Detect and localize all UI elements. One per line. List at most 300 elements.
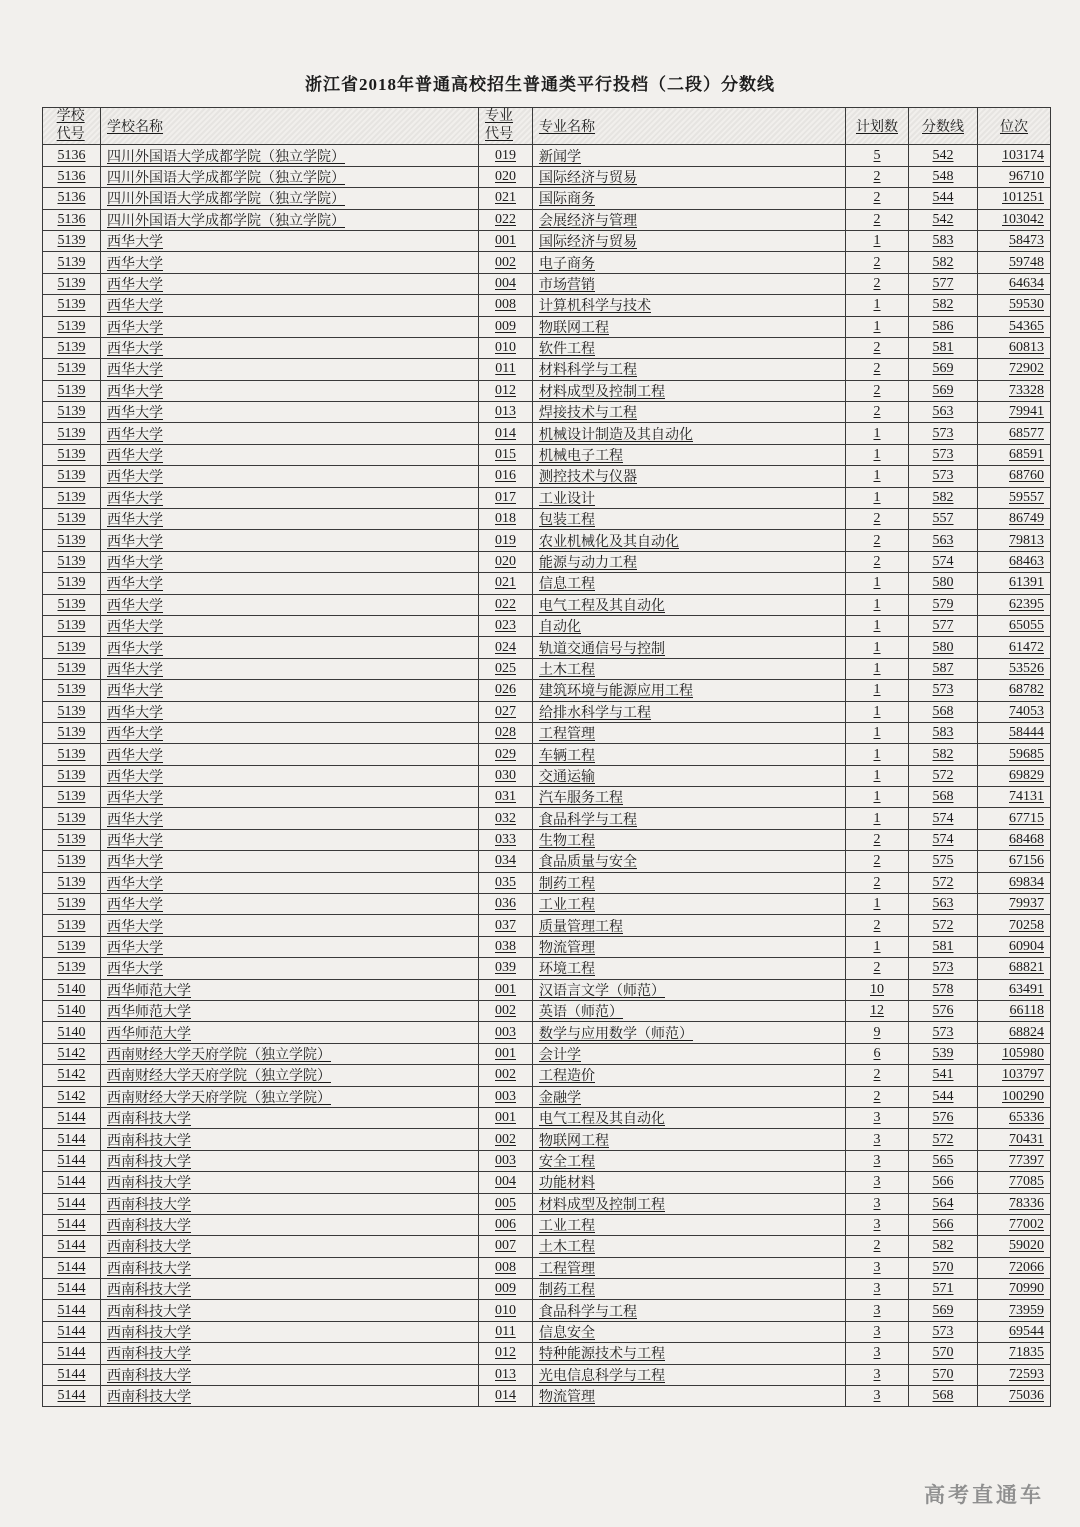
- school-code-cell: 5139: [43, 551, 101, 572]
- school-name-cell: 西华大学: [101, 466, 479, 487]
- score-table: [42, 107, 1051, 1407]
- major-name-cell: 物联网工程: [533, 316, 846, 337]
- score-line-cell: 572: [909, 915, 978, 936]
- score-line-cell: 580: [909, 637, 978, 658]
- rank-cell: 59530: [978, 295, 1051, 316]
- plan-count-cell: 9: [846, 1022, 909, 1043]
- plan-count-cell: 3: [846, 1257, 909, 1278]
- major-code-cell: 013: [479, 402, 533, 423]
- major-code-cell: 035: [479, 872, 533, 893]
- score-line-cell: 573: [909, 444, 978, 465]
- major-name-cell: 国际商务: [533, 188, 846, 209]
- school-code-cell: 5139: [43, 230, 101, 251]
- plan-count-cell: 2: [846, 402, 909, 423]
- plan-count-cell: 3: [846, 1214, 909, 1235]
- score-line-cell: 581: [909, 936, 978, 957]
- school-name-cell: 西南科技大学: [101, 1172, 479, 1193]
- plan-count-cell: 6: [846, 1043, 909, 1064]
- major-name-cell: 质量管理工程: [533, 915, 846, 936]
- school-name-cell: 西华大学: [101, 765, 479, 786]
- school-code-cell: 5144: [43, 1279, 101, 1300]
- table-row: [43, 530, 1051, 551]
- score-line-cell: 586: [909, 316, 978, 337]
- major-code-cell: 012: [479, 380, 533, 401]
- major-name-cell: 轨道交通信号与控制: [533, 637, 846, 658]
- school-name-cell: 西南财经大学天府学院（独立学院）: [101, 1043, 479, 1064]
- plan-count-cell: 1: [846, 573, 909, 594]
- rank-cell: 69834: [978, 872, 1051, 893]
- rank-cell: 68463: [978, 551, 1051, 572]
- table-row: [43, 979, 1051, 1000]
- major-code-cell: 020: [479, 551, 533, 572]
- school-code-cell: 5139: [43, 337, 101, 358]
- table-row: [43, 680, 1051, 701]
- school-code-cell: 5144: [43, 1236, 101, 1257]
- school-name-cell: 西南科技大学: [101, 1214, 479, 1235]
- major-name-cell: 国际经济与贸易: [533, 230, 846, 251]
- score-line-cell: 570: [909, 1364, 978, 1385]
- major-code-cell: 006: [479, 1214, 533, 1235]
- score-line-cell: 582: [909, 295, 978, 316]
- score-line-cell: 573: [909, 423, 978, 444]
- plan-count-cell: 1: [846, 701, 909, 722]
- table-row: [43, 1022, 1051, 1043]
- score-line-cell: 573: [909, 1321, 978, 1342]
- score-line-cell: 568: [909, 1386, 978, 1407]
- major-name-cell: 物流管理: [533, 1386, 846, 1407]
- major-name-cell: 机械电子工程: [533, 444, 846, 465]
- major-code-cell: 012: [479, 1343, 533, 1364]
- major-code-cell: 024: [479, 637, 533, 658]
- plan-count-cell: 2: [846, 530, 909, 551]
- plan-count-cell: 1: [846, 787, 909, 808]
- school-name-cell: 西南财经大学天府学院（独立学院）: [101, 1065, 479, 1086]
- score-line-cell: 571: [909, 1279, 978, 1300]
- major-code-cell: 030: [479, 765, 533, 786]
- header-plan-count: 计划数: [846, 108, 909, 145]
- score-line-cell: 574: [909, 551, 978, 572]
- major-code-cell: 007: [479, 1236, 533, 1257]
- major-name-cell: 土木工程: [533, 1236, 846, 1257]
- major-name-cell: 国际经济与贸易: [533, 166, 846, 187]
- major-code-cell: 014: [479, 1386, 533, 1407]
- major-name-cell: 汽车服务工程: [533, 787, 846, 808]
- plan-count-cell: 2: [846, 958, 909, 979]
- school-code-cell: 5139: [43, 680, 101, 701]
- school-code-cell: 5139: [43, 744, 101, 765]
- major-name-cell: 制药工程: [533, 1279, 846, 1300]
- table-row: [43, 851, 1051, 872]
- school-name-cell: 西华大学: [101, 872, 479, 893]
- rank-cell: 59748: [978, 252, 1051, 273]
- major-code-cell: 022: [479, 594, 533, 615]
- plan-count-cell: 5: [846, 145, 909, 166]
- school-code-cell: 5139: [43, 765, 101, 786]
- rank-cell: 68760: [978, 466, 1051, 487]
- major-name-cell: 电气工程及其自动化: [533, 1107, 846, 1128]
- plan-count-cell: 3: [846, 1193, 909, 1214]
- header-school-name: 学校名称: [101, 108, 479, 145]
- major-code-cell: 004: [479, 1172, 533, 1193]
- school-name-cell: 西华大学: [101, 808, 479, 829]
- school-code-cell: 5144: [43, 1150, 101, 1171]
- table-row: [43, 359, 1051, 380]
- major-code-cell: 036: [479, 894, 533, 915]
- score-line-cell: 563: [909, 894, 978, 915]
- school-code-cell: 5139: [43, 594, 101, 615]
- plan-count-cell: 1: [846, 722, 909, 743]
- table-row: [43, 1172, 1051, 1193]
- table-row: [43, 1129, 1051, 1150]
- table-row: [43, 915, 1051, 936]
- school-code-cell: 5139: [43, 808, 101, 829]
- major-name-cell: 信息安全: [533, 1321, 846, 1342]
- school-code-cell: 5142: [43, 1043, 101, 1064]
- table-row: [43, 487, 1051, 508]
- school-name-cell: 四川外国语大学成都学院（独立学院）: [101, 209, 479, 230]
- table-row: [43, 295, 1051, 316]
- score-line-cell: 568: [909, 787, 978, 808]
- school-code-cell: 5144: [43, 1214, 101, 1235]
- plan-count-cell: 2: [846, 851, 909, 872]
- plan-count-cell: 1: [846, 637, 909, 658]
- school-code-cell: 5144: [43, 1343, 101, 1364]
- table-row: [43, 1386, 1051, 1407]
- school-name-cell: 西华大学: [101, 487, 479, 508]
- rank-cell: 53526: [978, 658, 1051, 679]
- major-name-cell: 功能材料: [533, 1172, 846, 1193]
- score-line-cell: 582: [909, 744, 978, 765]
- school-name-cell: 西华大学: [101, 509, 479, 530]
- table-row: [43, 423, 1051, 444]
- table-row: [43, 936, 1051, 957]
- plan-count-cell: 3: [846, 1150, 909, 1171]
- score-line-cell: 572: [909, 872, 978, 893]
- school-code-cell: 5144: [43, 1257, 101, 1278]
- rank-cell: 103797: [978, 1065, 1051, 1086]
- school-name-cell: 西华师范大学: [101, 1001, 479, 1022]
- major-code-cell: 001: [479, 230, 533, 251]
- school-code-cell: 5144: [43, 1172, 101, 1193]
- school-code-cell: 5140: [43, 1001, 101, 1022]
- major-code-cell: 001: [479, 1043, 533, 1064]
- school-code-cell: 5142: [43, 1086, 101, 1107]
- school-name-cell: 西南科技大学: [101, 1300, 479, 1321]
- plan-count-cell: 3: [846, 1321, 909, 1342]
- school-code-cell: 5139: [43, 936, 101, 957]
- major-code-cell: 008: [479, 295, 533, 316]
- score-line-cell: 575: [909, 851, 978, 872]
- major-name-cell: 工程造价: [533, 1065, 846, 1086]
- school-name-cell: 西华大学: [101, 594, 479, 615]
- school-name-cell: 西南科技大学: [101, 1321, 479, 1342]
- major-name-cell: 光电信息科学与工程: [533, 1364, 846, 1385]
- header-rank: 位次: [978, 108, 1051, 145]
- major-name-cell: 食品科学与工程: [533, 1300, 846, 1321]
- score-line-cell: 563: [909, 530, 978, 551]
- rank-cell: 68468: [978, 829, 1051, 850]
- major-code-cell: 032: [479, 808, 533, 829]
- rank-cell: 71835: [978, 1343, 1051, 1364]
- plan-count-cell: 1: [846, 808, 909, 829]
- rank-cell: 64634: [978, 273, 1051, 294]
- major-code-cell: 021: [479, 573, 533, 594]
- major-code-cell: 002: [479, 1065, 533, 1086]
- rank-cell: 77002: [978, 1214, 1051, 1235]
- rank-cell: 59557: [978, 487, 1051, 508]
- score-line-cell: 569: [909, 1300, 978, 1321]
- plan-count-cell: 2: [846, 209, 909, 230]
- major-code-cell: 037: [479, 915, 533, 936]
- rank-cell: 61472: [978, 637, 1051, 658]
- major-name-cell: 食品质量与安全: [533, 851, 846, 872]
- major-name-cell: 生物工程: [533, 829, 846, 850]
- score-line-cell: 573: [909, 680, 978, 701]
- rank-cell: 72066: [978, 1257, 1051, 1278]
- school-name-cell: 西华大学: [101, 936, 479, 957]
- major-code-cell: 026: [479, 680, 533, 701]
- plan-count-cell: 2: [846, 188, 909, 209]
- header-major-code: 专业代号: [479, 108, 533, 145]
- school-code-cell: 5139: [43, 958, 101, 979]
- rank-cell: 70258: [978, 915, 1051, 936]
- plan-count-cell: 1: [846, 615, 909, 636]
- school-code-cell: 5139: [43, 851, 101, 872]
- school-code-cell: 5140: [43, 979, 101, 1000]
- school-code-cell: 5139: [43, 530, 101, 551]
- rank-cell: 86749: [978, 509, 1051, 530]
- major-name-cell: 工程管理: [533, 722, 846, 743]
- score-line-cell: 568: [909, 701, 978, 722]
- school-code-cell: 5144: [43, 1129, 101, 1150]
- rank-cell: 68824: [978, 1022, 1051, 1043]
- table-row: [43, 145, 1051, 166]
- plan-count-cell: 3: [846, 1107, 909, 1128]
- major-name-cell: 测控技术与仪器: [533, 466, 846, 487]
- school-name-cell: 西华大学: [101, 722, 479, 743]
- rank-cell: 70431: [978, 1129, 1051, 1150]
- school-name-cell: 西华大学: [101, 380, 479, 401]
- major-code-cell: 015: [479, 444, 533, 465]
- major-code-cell: 010: [479, 337, 533, 358]
- table-row: [43, 615, 1051, 636]
- table-row: [43, 894, 1051, 915]
- table-row: [43, 402, 1051, 423]
- rank-cell: 67715: [978, 808, 1051, 829]
- score-line-cell: 548: [909, 166, 978, 187]
- major-code-cell: 003: [479, 1086, 533, 1107]
- table-row: [43, 1321, 1051, 1342]
- major-name-cell: 工程管理: [533, 1257, 846, 1278]
- school-name-cell: 四川外国语大学成都学院（独立学院）: [101, 166, 479, 187]
- rank-cell: 60904: [978, 936, 1051, 957]
- school-code-cell: 5139: [43, 466, 101, 487]
- school-name-cell: 西华大学: [101, 680, 479, 701]
- major-name-cell: 物联网工程: [533, 1129, 846, 1150]
- rank-cell: 61391: [978, 573, 1051, 594]
- major-name-cell: 农业机械化及其自动化: [533, 530, 846, 551]
- plan-count-cell: 1: [846, 316, 909, 337]
- major-name-cell: 电子商务: [533, 252, 846, 273]
- school-name-cell: 西华大学: [101, 829, 479, 850]
- major-name-cell: 给排水科学与工程: [533, 701, 846, 722]
- rank-cell: 101251: [978, 188, 1051, 209]
- rank-cell: 58444: [978, 722, 1051, 743]
- table-row: [43, 1300, 1051, 1321]
- major-code-cell: 017: [479, 487, 533, 508]
- school-code-cell: 5144: [43, 1321, 101, 1342]
- plan-count-cell: 1: [846, 295, 909, 316]
- school-code-cell: 5136: [43, 188, 101, 209]
- score-line-cell: 542: [909, 209, 978, 230]
- major-name-cell: 机械设计制造及其自动化: [533, 423, 846, 444]
- rank-cell: 79941: [978, 402, 1051, 423]
- school-code-cell: 5139: [43, 487, 101, 508]
- table-row: [43, 573, 1051, 594]
- school-name-cell: 西华大学: [101, 295, 479, 316]
- score-line-cell: 569: [909, 380, 978, 401]
- plan-count-cell: 1: [846, 444, 909, 465]
- table-row: [43, 1279, 1051, 1300]
- table-row: [43, 551, 1051, 572]
- score-line-cell: 572: [909, 765, 978, 786]
- plan-count-cell: 1: [846, 744, 909, 765]
- score-line-cell: 566: [909, 1172, 978, 1193]
- major-name-cell: 会计学: [533, 1043, 846, 1064]
- major-name-cell: 土木工程: [533, 658, 846, 679]
- major-code-cell: 008: [479, 1257, 533, 1278]
- major-code-cell: 014: [479, 423, 533, 444]
- rank-cell: 62395: [978, 594, 1051, 615]
- score-line-cell: 573: [909, 958, 978, 979]
- rank-cell: 74053: [978, 701, 1051, 722]
- school-name-cell: 西华大学: [101, 744, 479, 765]
- table-row: [43, 252, 1051, 273]
- score-line-cell: 539: [909, 1043, 978, 1064]
- major-name-cell: 食品科学与工程: [533, 808, 846, 829]
- rank-cell: 65336: [978, 1107, 1051, 1128]
- table-row: [43, 1193, 1051, 1214]
- plan-count-cell: 2: [846, 551, 909, 572]
- school-code-cell: 5139: [43, 894, 101, 915]
- table-header: [43, 108, 1051, 145]
- score-line-cell: 542: [909, 145, 978, 166]
- major-name-cell: 包装工程: [533, 509, 846, 530]
- major-code-cell: 018: [479, 509, 533, 530]
- table-row: [43, 509, 1051, 530]
- rank-cell: 96710: [978, 166, 1051, 187]
- rank-cell: 77397: [978, 1150, 1051, 1171]
- plan-count-cell: 12: [846, 1001, 909, 1022]
- table-row: [43, 744, 1051, 765]
- score-line-cell: 574: [909, 808, 978, 829]
- table-row: [43, 1343, 1051, 1364]
- score-line-cell: 573: [909, 466, 978, 487]
- rank-cell: 100290: [978, 1086, 1051, 1107]
- score-line-cell: 572: [909, 1129, 978, 1150]
- school-name-cell: 西华大学: [101, 230, 479, 251]
- plan-count-cell: 1: [846, 230, 909, 251]
- major-name-cell: 数学与应用数学（师范）: [533, 1022, 846, 1043]
- school-code-cell: 5139: [43, 423, 101, 444]
- major-name-cell: 车辆工程: [533, 744, 846, 765]
- major-name-cell: 工业工程: [533, 1214, 846, 1235]
- school-code-cell: 5139: [43, 402, 101, 423]
- major-code-cell: 023: [479, 615, 533, 636]
- rank-cell: 54365: [978, 316, 1051, 337]
- plan-count-cell: 1: [846, 423, 909, 444]
- school-name-cell: 西华大学: [101, 637, 479, 658]
- school-code-cell: 5139: [43, 701, 101, 722]
- school-code-cell: 5139: [43, 637, 101, 658]
- rank-cell: 69544: [978, 1321, 1051, 1342]
- major-code-cell: 002: [479, 1001, 533, 1022]
- table-row: [43, 594, 1051, 615]
- rank-cell: 73328: [978, 380, 1051, 401]
- major-name-cell: 汉语言文学（师范）: [533, 979, 846, 1000]
- school-name-cell: 西南财经大学天府学院（独立学院）: [101, 1086, 479, 1107]
- school-name-cell: 西华大学: [101, 423, 479, 444]
- score-line-cell: 564: [909, 1193, 978, 1214]
- major-code-cell: 003: [479, 1022, 533, 1043]
- header-score-line: 分数线: [909, 108, 978, 145]
- score-line-cell: 557: [909, 509, 978, 530]
- major-code-cell: 019: [479, 145, 533, 166]
- rank-cell: 79813: [978, 530, 1051, 551]
- header-row: [43, 108, 1051, 145]
- school-name-cell: 四川外国语大学成都学院（独立学院）: [101, 145, 479, 166]
- major-name-cell: 软件工程: [533, 337, 846, 358]
- score-line-cell: 541: [909, 1065, 978, 1086]
- major-code-cell: 028: [479, 722, 533, 743]
- school-code-cell: 5144: [43, 1107, 101, 1128]
- table-row: [43, 1257, 1051, 1278]
- school-name-cell: 西华师范大学: [101, 979, 479, 1000]
- plan-count-cell: 2: [846, 252, 909, 273]
- school-name-cell: 西华师范大学: [101, 1022, 479, 1043]
- score-table-body: [43, 145, 1051, 1407]
- score-line-cell: 544: [909, 188, 978, 209]
- major-code-cell: 039: [479, 958, 533, 979]
- school-name-cell: 西华大学: [101, 894, 479, 915]
- score-line-cell: 573: [909, 1022, 978, 1043]
- plan-count-cell: 2: [846, 829, 909, 850]
- score-line-cell: 570: [909, 1343, 978, 1364]
- school-name-cell: 西南科技大学: [101, 1279, 479, 1300]
- score-line-cell: 577: [909, 615, 978, 636]
- school-code-cell: 5139: [43, 273, 101, 294]
- table-row: [43, 1150, 1051, 1171]
- school-name-cell: 西华大学: [101, 915, 479, 936]
- major-name-cell: 焊接技术与工程: [533, 402, 846, 423]
- score-line-cell: 544: [909, 1086, 978, 1107]
- school-name-cell: 西华大学: [101, 701, 479, 722]
- score-line-cell: 580: [909, 573, 978, 594]
- plan-count-cell: 1: [846, 765, 909, 786]
- major-code-cell: 002: [479, 252, 533, 273]
- major-name-cell: 金融学: [533, 1086, 846, 1107]
- score-line-cell: 574: [909, 829, 978, 850]
- table-row: [43, 722, 1051, 743]
- major-name-cell: 英语（师范）: [533, 1001, 846, 1022]
- school-code-cell: 5139: [43, 658, 101, 679]
- table-row: [43, 1043, 1051, 1064]
- table-row: [43, 380, 1051, 401]
- plan-count-cell: 1: [846, 658, 909, 679]
- score-line-cell: 583: [909, 230, 978, 251]
- major-code-cell: 033: [479, 829, 533, 850]
- school-code-cell: 5140: [43, 1022, 101, 1043]
